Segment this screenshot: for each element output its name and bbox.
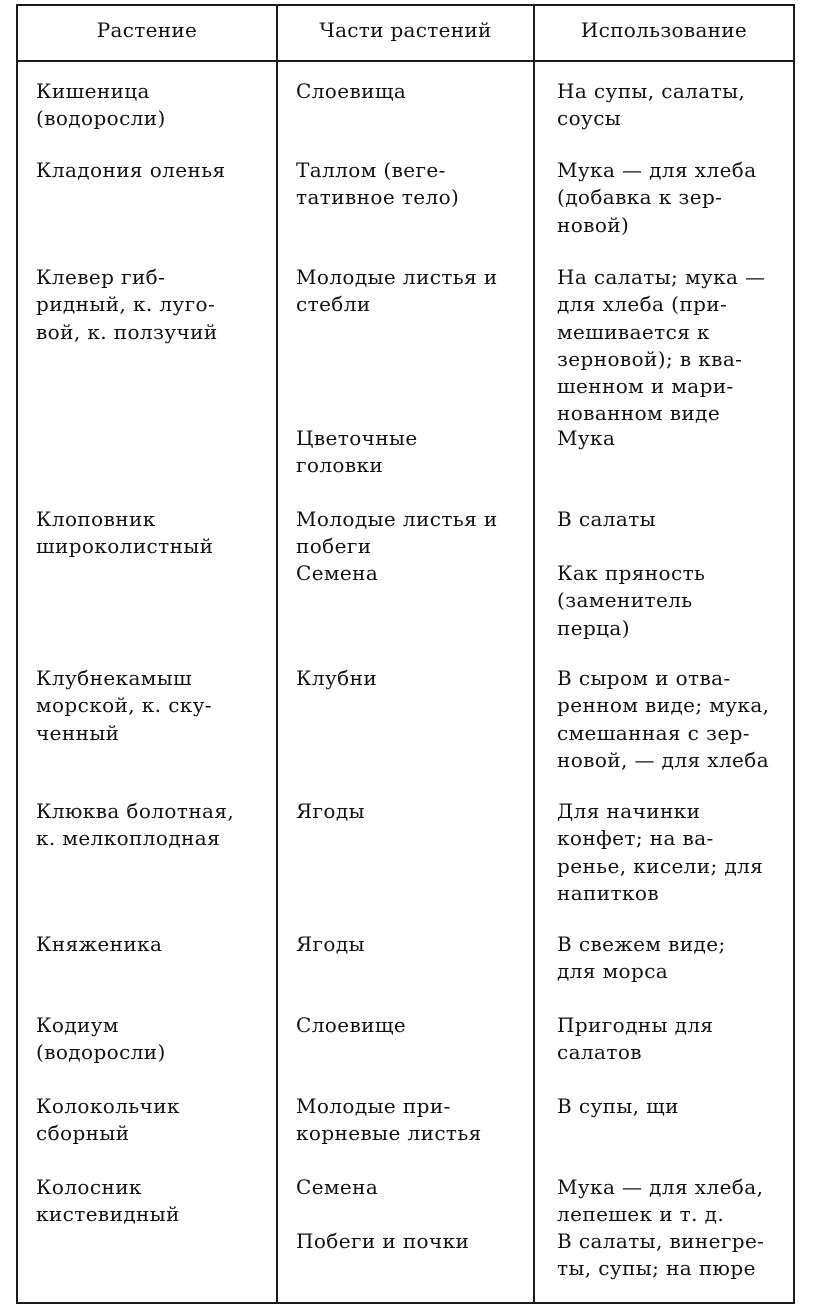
plant-name-cell-line: широколистный xyxy=(36,534,214,559)
usage-cell-line: ты, супы; на пюре xyxy=(557,1256,756,1281)
plant-part-cell xyxy=(296,1012,406,1039)
plant-part-cell xyxy=(296,425,418,480)
usage-cell-line: В свежем виде; xyxy=(557,932,726,956)
plant-part-cell-line: головки xyxy=(296,453,384,478)
plant-name-cell-line: морской, к. ску- xyxy=(36,693,213,718)
usage-cell xyxy=(557,78,745,133)
usage-cell-line: В салаты xyxy=(557,507,656,531)
usage-cell-line: напитков xyxy=(557,880,659,905)
column-divider xyxy=(276,4,278,1304)
usage-cell-line: Для начинки xyxy=(557,799,701,823)
plant-part-cell-line: Семена xyxy=(296,1175,379,1199)
plant-part-cell-line: Молодые при- xyxy=(296,1094,451,1118)
usage-cell xyxy=(557,931,726,986)
plant-name-cell xyxy=(36,1012,166,1067)
usage-cell xyxy=(557,1228,764,1283)
usage-cell-line: шенном и мари- xyxy=(557,374,734,399)
plant-name-cell-line: Клюква болотная, xyxy=(36,799,235,823)
usage-cell xyxy=(557,1012,713,1067)
plant-part-cell-line: стебли xyxy=(296,292,371,317)
plant-part-cell xyxy=(296,560,378,587)
usage-cell-line: конфет; на ва- xyxy=(557,826,714,851)
usage-cell-line: На салаты; мука — xyxy=(557,265,766,289)
plant-part-cell-line: тативное тело) xyxy=(296,185,460,210)
plant-name-cell-line: Колокольчик xyxy=(36,1094,180,1118)
usage-cell-line: для хлеба (при- xyxy=(557,292,728,317)
usage-cell-line: Как пряность xyxy=(557,561,706,585)
usage-cell-line: для морса xyxy=(557,959,669,984)
usage-cell-line: (заменитель xyxy=(557,588,693,613)
header-divider xyxy=(16,60,795,62)
plant-name-cell-line: Кодиум xyxy=(36,1013,119,1037)
usage-cell-line: смешанная с зер- xyxy=(557,720,750,745)
plant-part-cell-line: Ягоды xyxy=(296,799,365,823)
plant-name-cell-line: Колосник xyxy=(36,1175,142,1199)
usage-cell-line: лепешек и т. д. xyxy=(557,1202,725,1227)
usage-cell xyxy=(557,665,769,774)
plant-name-cell-line: Клоповник xyxy=(36,507,156,531)
plant-name-cell xyxy=(36,1174,180,1229)
plant-part-cell-line: побеги xyxy=(296,534,372,559)
usage-cell-line: Пригодны для xyxy=(557,1013,714,1037)
usage-cell-line: салатов xyxy=(557,1040,642,1065)
plant-part-cell-line: Клубни xyxy=(296,666,378,690)
plant-name-cell-line: Кишеница xyxy=(36,79,150,103)
plant-name-cell xyxy=(36,798,234,853)
plant-name-cell-line: Клевер гиб- xyxy=(36,265,166,289)
usage-cell xyxy=(557,425,615,452)
plant-name-cell-line: (водоросли) xyxy=(36,1040,166,1065)
plant-part-cell xyxy=(296,1174,378,1201)
usage-cell xyxy=(557,264,765,428)
plant-name-cell xyxy=(36,506,213,561)
plant-name-cell xyxy=(36,157,226,184)
usage-cell xyxy=(557,1174,763,1229)
plant-part-cell xyxy=(296,78,406,105)
plant-name-cell-line: кистевидный xyxy=(36,1202,180,1227)
plant-name-cell xyxy=(36,931,162,958)
plant-part-cell-line: Слоевища xyxy=(296,79,407,103)
plant-name-cell-line: Княженика xyxy=(36,932,163,956)
plant-name-cell-line: Клубнекамыш xyxy=(36,666,193,690)
plant-part-cell-line: Молодые листья и xyxy=(296,265,498,289)
usage-cell-line: перца) xyxy=(557,615,630,640)
usage-cell xyxy=(557,1093,679,1120)
plant-name-cell xyxy=(36,1093,180,1148)
usage-cell-line: В сыром и отва- xyxy=(557,666,731,690)
usage-cell-line: нованном виде xyxy=(557,401,721,426)
usage-cell-line: новой) xyxy=(557,212,630,237)
column-header-use: Использование xyxy=(580,18,748,42)
column-header-plant: Растение xyxy=(96,18,198,42)
plant-part-cell xyxy=(296,1093,482,1148)
usage-cell xyxy=(557,506,656,533)
usage-cell-line: На супы, салаты, xyxy=(557,79,746,103)
plant-part-cell xyxy=(296,1228,469,1255)
usage-cell-line: новой, — для хлеба xyxy=(557,747,770,772)
plant-part-cell-line: Ягоды xyxy=(296,932,365,956)
usage-cell-line: соусы xyxy=(557,106,622,131)
plant-name-cell-line: ридный, к. луго- xyxy=(36,292,216,317)
usage-cell xyxy=(557,157,757,239)
column-divider xyxy=(533,4,535,1304)
usage-cell-line: В салаты, винегре- xyxy=(557,1229,765,1253)
usage-cell-line: (добавка к зер- xyxy=(557,185,723,210)
plant-name-cell-line: Кладония оленья xyxy=(36,158,226,182)
plant-name-cell-line: ченный xyxy=(36,720,120,745)
plant-part-cell-line: Цветочные xyxy=(296,426,418,450)
plant-name-cell-line: к. мелкоплодная xyxy=(36,826,221,851)
usage-cell-line: ренье, кисели; для xyxy=(557,853,764,878)
plant-part-cell-line: Семена xyxy=(296,561,379,585)
plant-name-cell-line: (водоросли) xyxy=(36,106,166,131)
plant-name-cell xyxy=(36,665,212,747)
plant-part-cell-line: Молодые листья и xyxy=(296,507,498,531)
plant-part-cell xyxy=(296,264,498,319)
plant-part-cell-line: корневые листья xyxy=(296,1121,482,1146)
plant-name-cell xyxy=(36,78,166,133)
usage-cell xyxy=(557,560,705,642)
usage-cell xyxy=(557,798,763,907)
plant-part-cell-line: Слоевище xyxy=(296,1013,407,1037)
plant-part-cell-line: Побеги и почки xyxy=(296,1229,470,1253)
usage-cell-line: Мука xyxy=(557,426,616,450)
usage-cell-line: Мука — для хлеба, xyxy=(557,1175,764,1199)
plant-part-cell xyxy=(296,798,365,825)
plant-part-cell xyxy=(296,157,459,212)
usage-cell-line: ренном виде; мука, xyxy=(557,693,770,718)
plant-part-cell-line: Таллом (веге- xyxy=(296,158,446,182)
usage-cell-line: В супы, щи xyxy=(557,1094,679,1118)
usage-cell-line: зерновой); в ква- xyxy=(557,346,743,371)
plant-part-cell xyxy=(296,931,365,958)
plant-part-cell xyxy=(296,665,377,692)
plant-name-cell-line: вой, к. ползучий xyxy=(36,319,218,344)
plant-name-cell-line: сборный xyxy=(36,1121,130,1146)
column-header-parts: Части растений xyxy=(319,18,492,42)
usage-cell-line: мешивается к xyxy=(557,319,710,344)
usage-cell-line: Мука — для хлеба xyxy=(557,158,757,182)
plant-part-cell xyxy=(296,506,498,561)
plant-name-cell xyxy=(36,264,218,346)
